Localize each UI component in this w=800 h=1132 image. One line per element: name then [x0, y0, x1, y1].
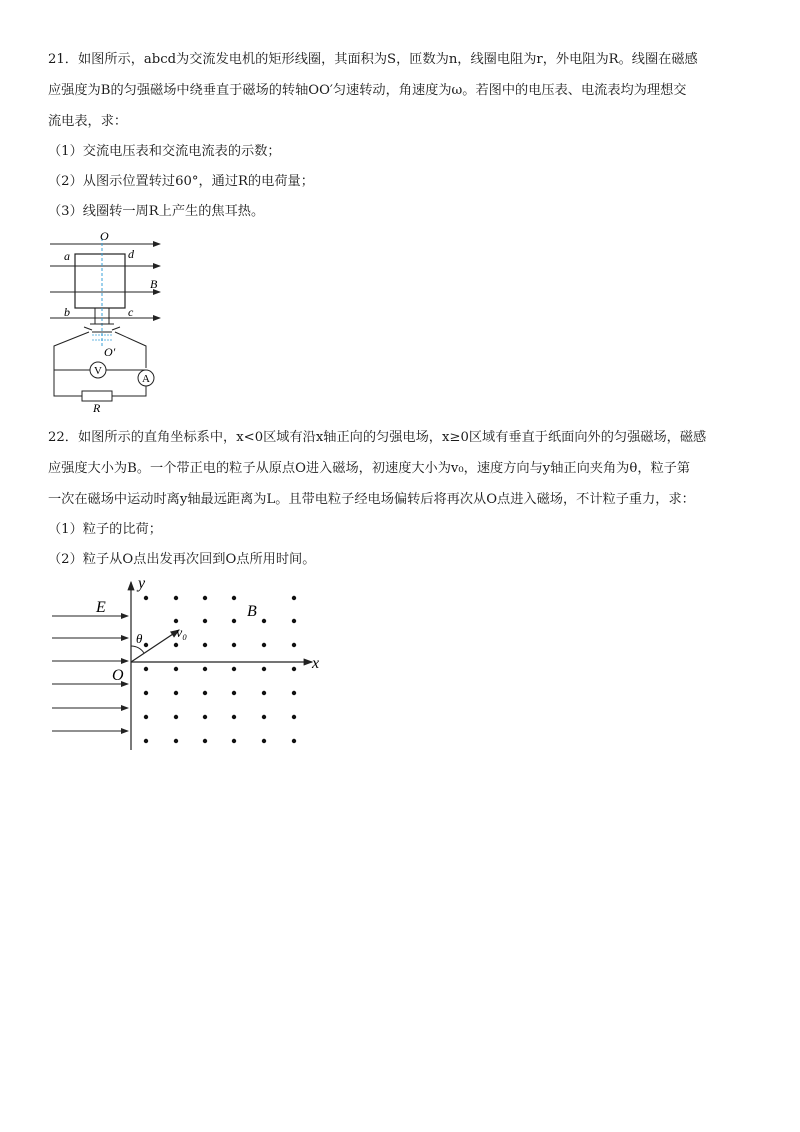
q22-line-3: 一次在磁场中运动时离y轴最远距离为L。且带电粒子经电场偏转后将再次从O点进入磁场，不计粒子重力，求：	[48, 492, 695, 507]
q22-line-2: 应强度大小为B。一个带正电的粒子从原点O进入磁场，初速度大小为v₀，速度方向与y轴正向夹角为θ，粒子第	[48, 461, 691, 476]
b-dot	[203, 619, 207, 623]
b-dot	[262, 667, 266, 671]
b-dot	[262, 643, 266, 647]
corner-d-label: d	[128, 247, 134, 261]
b-dot	[174, 643, 178, 647]
b-dot	[203, 715, 207, 719]
b-dot	[203, 596, 207, 600]
b-dot	[144, 596, 148, 600]
voltmeter-label: V	[94, 365, 102, 377]
corner-a-label: a	[64, 249, 70, 263]
b-dot	[174, 619, 178, 623]
q21-part-2: （2）从图示位置转过60°，通过R的电荷量；	[48, 174, 314, 189]
b-dot	[292, 667, 296, 671]
field-label: B	[150, 277, 158, 291]
x-axis-label: x	[312, 655, 320, 672]
q21-line-2: 应强度为B的匀强磁场中绕垂直于磁场的转轴OO′匀速转动，角速度为ω。若图中的电压表、电流表均为理想交	[48, 83, 687, 98]
b-dot	[203, 691, 207, 695]
b-dot	[144, 643, 148, 647]
corner-b-label: b	[64, 305, 70, 319]
b-dot	[292, 643, 296, 647]
q22-part-1: （1）粒子的比荷；	[48, 522, 162, 537]
b-dot	[174, 596, 178, 600]
angle-arc	[131, 646, 144, 653]
resistor-label: R	[93, 401, 101, 415]
b-dot	[262, 739, 266, 743]
axis-top-label: O	[100, 229, 109, 243]
b-dot	[232, 619, 236, 623]
velocity-label: v₀	[176, 626, 188, 641]
b-dot	[144, 739, 148, 743]
q21-part-3: （3）线圈转一周R上产生的焦耳热。	[48, 204, 265, 219]
b-dot	[292, 739, 296, 743]
b-dot	[262, 691, 266, 695]
q22-line-1: 22．如图所示的直角坐标系中，x<0区域有沿x轴正向的匀强电场，x≥0区域有垂直于纸面向外的匀强磁场，磁感	[48, 430, 707, 445]
b-dot	[174, 667, 178, 671]
b-dot	[144, 691, 148, 695]
b-dot	[292, 596, 296, 600]
b-dot	[203, 643, 207, 647]
efield-label: E	[96, 599, 106, 616]
b-dot	[174, 739, 178, 743]
b-dot	[292, 691, 296, 695]
b-dot	[232, 596, 236, 600]
bfield-label: B	[247, 603, 257, 620]
b-dot	[144, 667, 148, 671]
q21-figure	[40, 228, 180, 416]
b-dot	[262, 619, 266, 623]
b-dot	[203, 739, 207, 743]
b-dot	[232, 715, 236, 719]
b-dot	[144, 715, 148, 719]
b-dot	[292, 715, 296, 719]
coil-abcd	[75, 254, 125, 308]
b-dot	[232, 667, 236, 671]
b-dot	[262, 715, 266, 719]
angle-label: θ	[136, 631, 143, 646]
q21-part-1: （1）交流电压表和交流电流表的示数；	[48, 144, 281, 159]
b-dot	[232, 739, 236, 743]
axis-bottom-label: O′	[104, 345, 116, 359]
b-dot	[232, 691, 236, 695]
corner-c-label: c	[128, 305, 134, 319]
b-dot	[232, 643, 236, 647]
y-axis-label: y	[138, 575, 146, 592]
q21-line-1: 21．如图所示，abcd为交流发电机的矩形线圈，其面积为S，匝数为n，线圈电阻为r，外电阻为R。线圈在磁感	[48, 52, 698, 67]
q22-part-2: （2）粒子从O点出发再次回到O点所用时间。	[48, 552, 316, 567]
ammeter-label: A	[142, 373, 150, 385]
magnetic-field-dots	[144, 596, 296, 743]
q22-figure	[44, 574, 334, 754]
resistor	[82, 391, 112, 401]
b-dot	[203, 667, 207, 671]
q21-line-3: 流电表，求：	[48, 114, 128, 129]
origin-label: O	[112, 667, 124, 684]
b-dot	[174, 691, 178, 695]
b-dot	[292, 619, 296, 623]
b-dot	[174, 715, 178, 719]
